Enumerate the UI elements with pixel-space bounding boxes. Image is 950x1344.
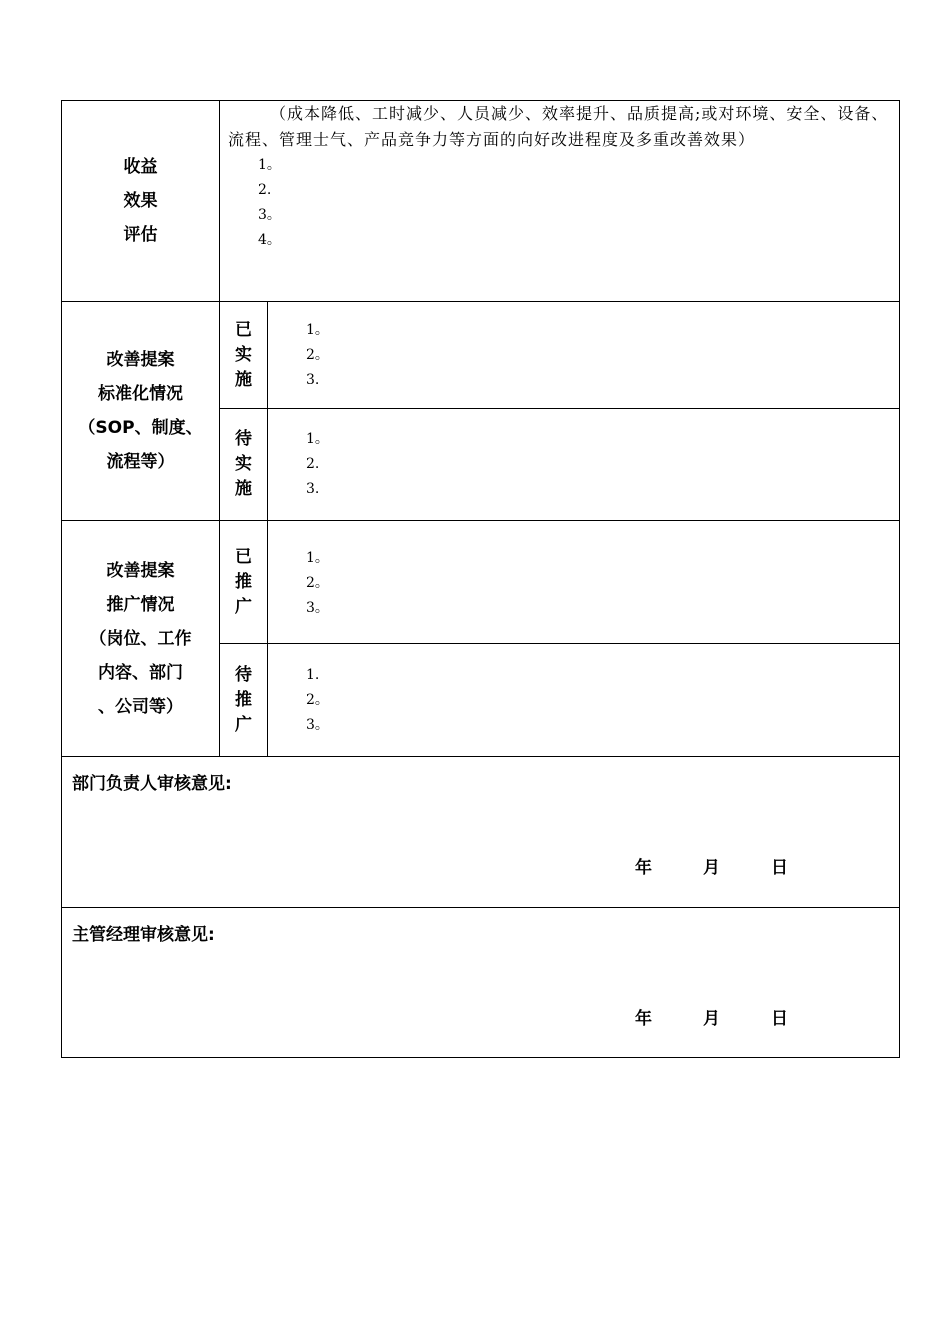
implemented-list[interactable] (268, 302, 900, 409)
day-label: 日 (771, 858, 788, 878)
label-char: 已 (235, 319, 252, 340)
dept-review-title: 部门负责人审核意见: (72, 774, 232, 794)
benefit-label-line: 效果 (123, 191, 158, 211)
label-char: 广 (235, 714, 252, 735)
label-line: 标准化情况 (98, 384, 183, 404)
label-char: 推 (235, 571, 252, 592)
label-line: 流程等） (106, 452, 175, 472)
evaluation-form (61, 100, 899, 1059)
form-table (61, 100, 900, 1058)
label-char: 广 (235, 596, 252, 617)
list-item: 4。 (258, 232, 281, 248)
manager-review-title: 主管经理审核意见: (72, 925, 215, 945)
list-item: 3. (306, 481, 320, 497)
standardization-done-row (62, 302, 900, 409)
manager-review-date (635, 1004, 788, 1029)
benefit-label (62, 101, 220, 302)
list-item: 1. (306, 666, 320, 683)
manager-review-row (62, 908, 900, 1058)
label-char: 推 (235, 689, 252, 710)
list-item: 3. (306, 371, 320, 388)
label-line: 推广情况 (106, 594, 175, 615)
list-item: 3。 (306, 600, 329, 616)
list-item: 2。 (306, 691, 329, 708)
label-char: 待 (235, 429, 252, 449)
dept-review-cell[interactable] (62, 757, 900, 908)
promoted-list[interactable] (268, 521, 900, 644)
benefit-list (228, 153, 891, 253)
dept-review-row (62, 757, 900, 908)
list-item: 1。 (306, 321, 329, 338)
label-line: 、公司等） (98, 696, 183, 717)
label-line: 改善提案 (106, 560, 175, 581)
label-char: 施 (235, 479, 252, 499)
list-item: 2。 (306, 575, 329, 591)
label-char: 待 (235, 664, 252, 685)
list-item: 2. (306, 456, 320, 472)
month-label: 月 (703, 1009, 720, 1029)
label-line: 改善提案 (106, 350, 175, 370)
label-char: 已 (235, 546, 252, 567)
label-char: 实 (235, 344, 252, 365)
year-label: 年 (635, 858, 652, 878)
list-item: 1。 (258, 157, 281, 173)
implemented-label (220, 302, 268, 409)
list-item: 2。 (306, 346, 329, 363)
month-label: 月 (703, 858, 720, 878)
list-item: 2. (258, 182, 272, 198)
promotion-label (62, 521, 220, 757)
pending-promotion-list[interactable] (268, 644, 900, 757)
promoted-label (220, 521, 268, 644)
label-char: 施 (235, 369, 252, 390)
promotion-done-row (62, 521, 900, 644)
benefit-label-line: 评估 (123, 225, 158, 245)
day-label: 日 (771, 1009, 788, 1029)
label-line: （SOP、制度、 (78, 418, 203, 438)
benefit-row (62, 101, 900, 302)
benefit-note: （成本降低、工时减少、人员减少、效率提升、品质提高;或对环境、安全、设备、流程、管理士气、产品竞争力等方面的向好改进程度及多重改善效果） (228, 104, 889, 149)
benefit-label-line: 收益 (123, 157, 158, 177)
manager-review-cell[interactable] (62, 908, 900, 1058)
label-line: 内容、部门 (98, 662, 183, 683)
pending-promotion-label (220, 644, 268, 757)
label-line: （岗位、工作 (89, 628, 192, 649)
benefit-content[interactable] (220, 101, 900, 302)
pending-implementation-label (220, 409, 268, 521)
year-label: 年 (635, 1009, 652, 1029)
dept-review-date (635, 853, 788, 878)
list-item: 1。 (306, 431, 329, 447)
list-item: 1。 (306, 550, 329, 566)
standardization-label (62, 302, 220, 521)
list-item: 3。 (306, 716, 329, 733)
label-char: 实 (235, 454, 252, 474)
list-item: 3。 (258, 207, 281, 223)
pending-implementation-list[interactable] (268, 409, 900, 521)
